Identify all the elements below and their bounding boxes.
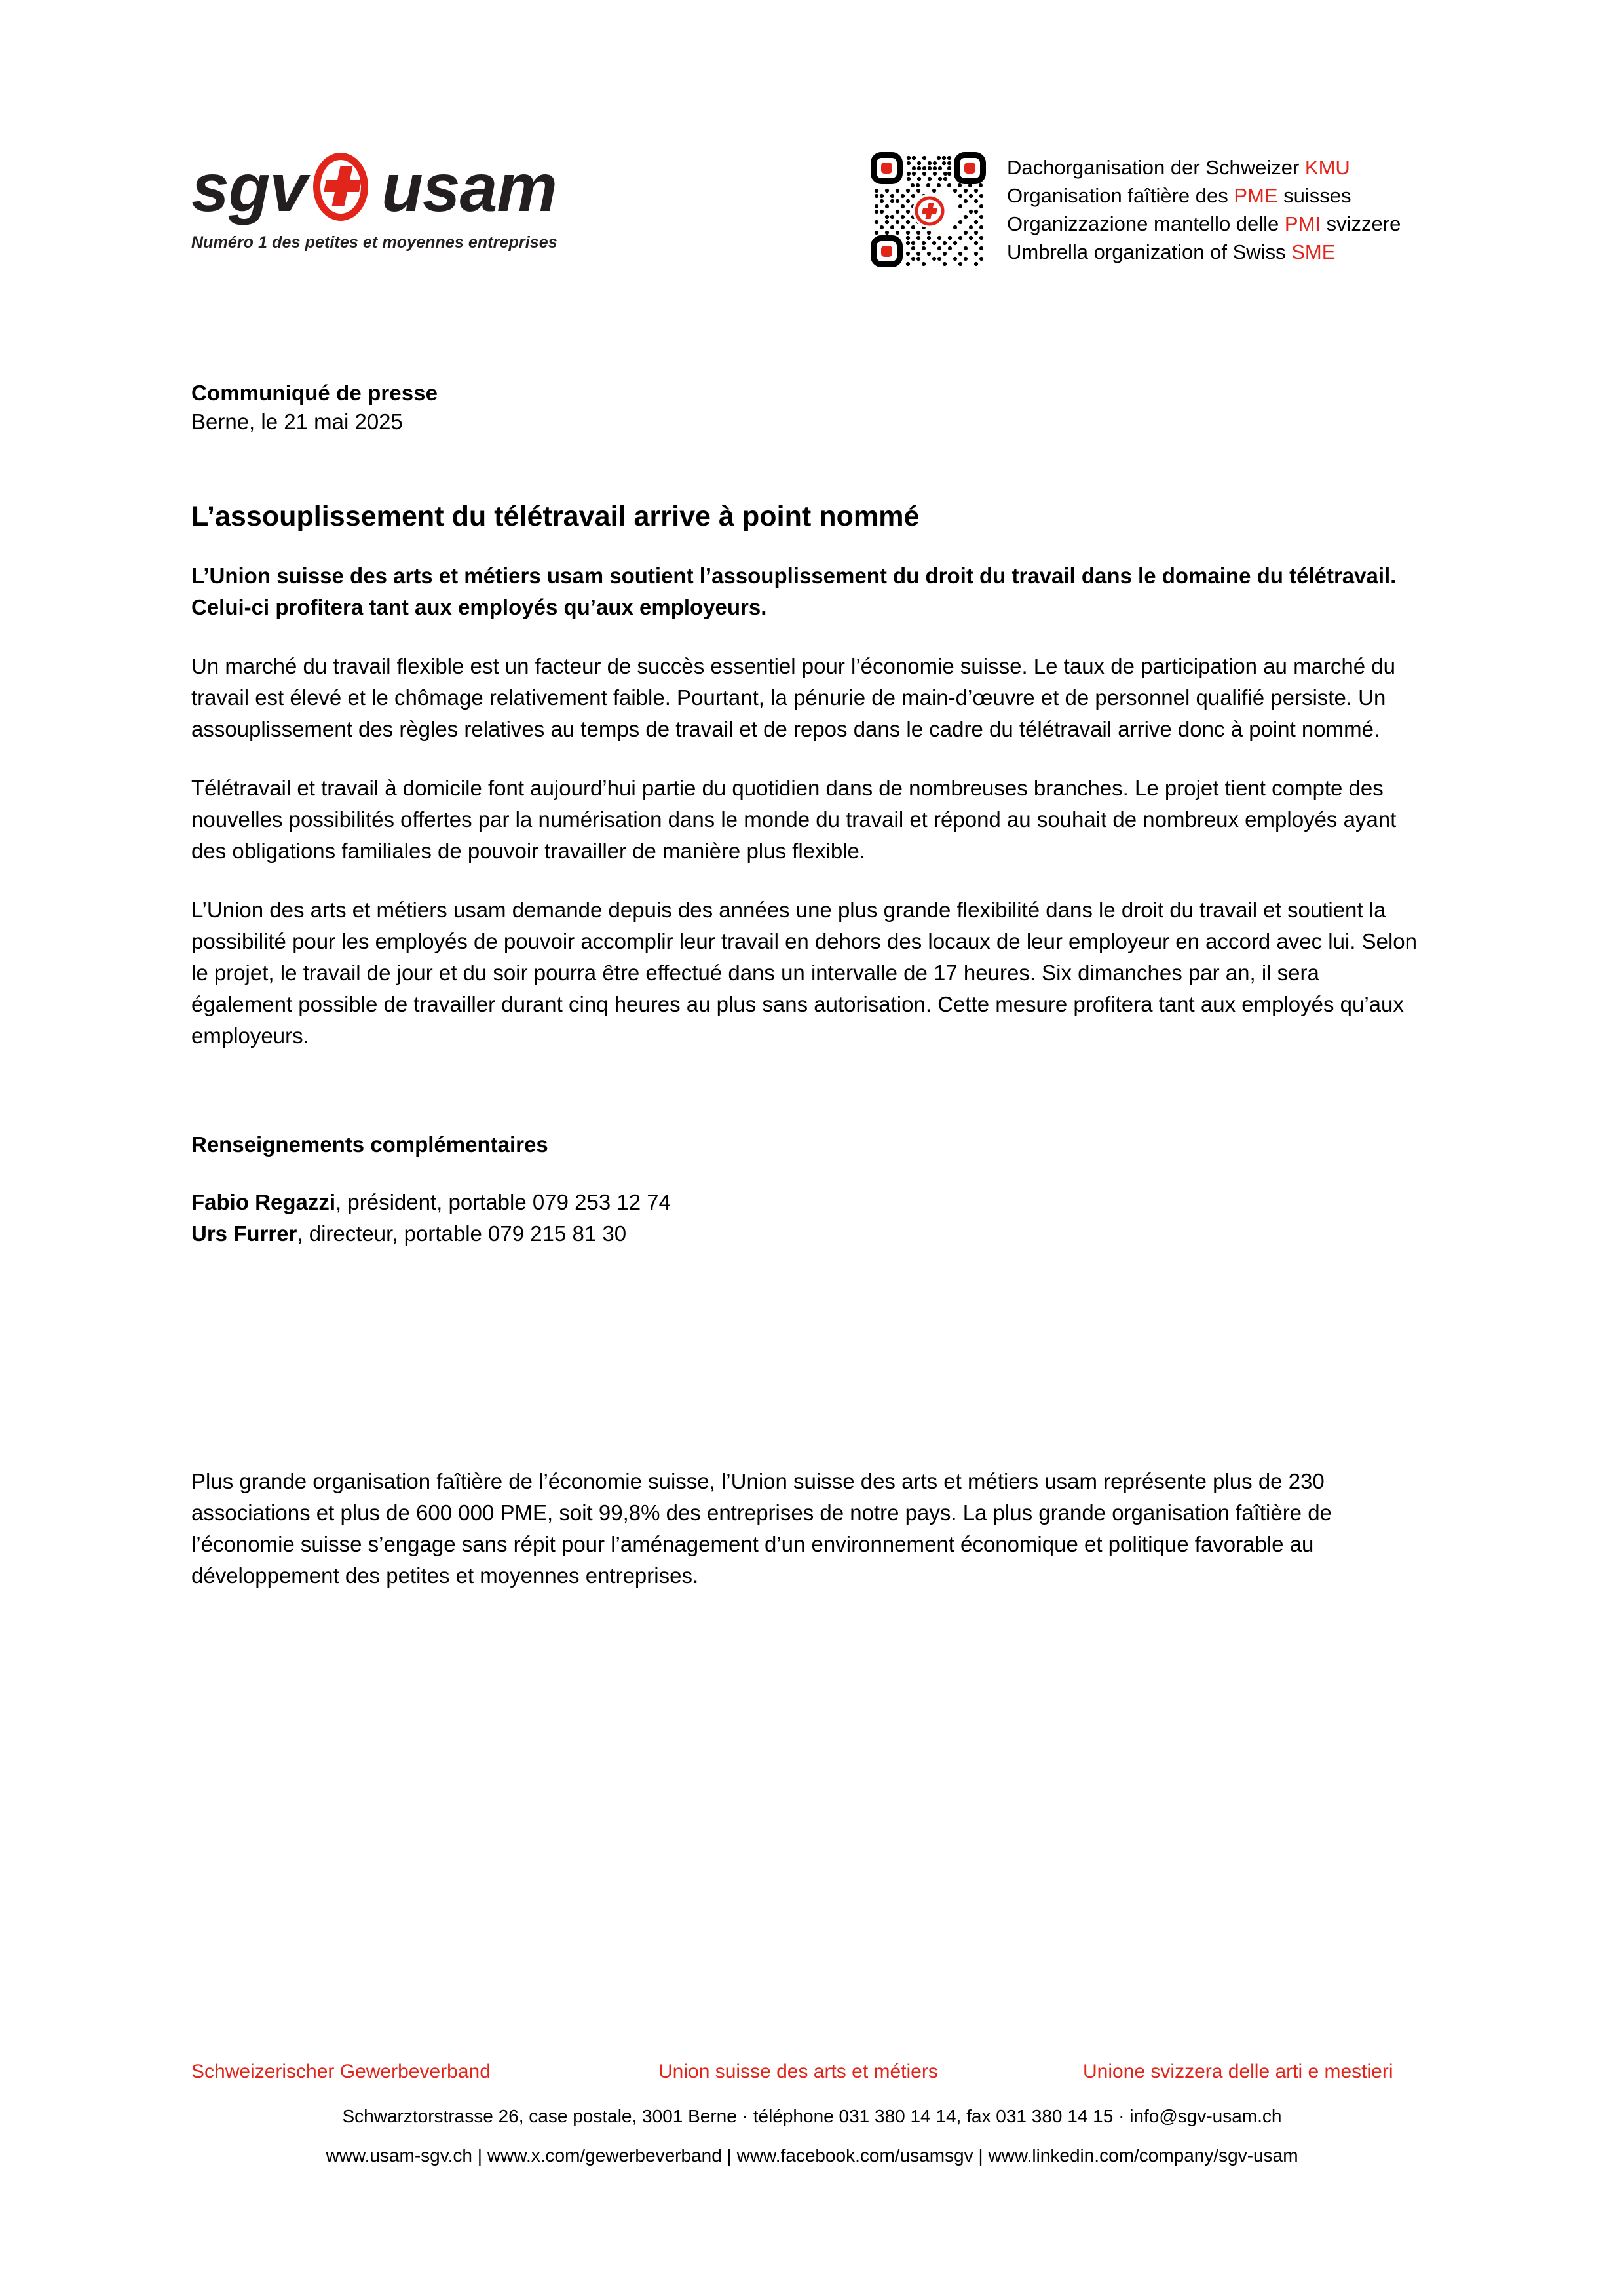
logo-text-sgv: sgv bbox=[191, 150, 307, 226]
body-paragraph-1: Un marché du travail flexible est un facteur de succès essentiel pour l’économie suisse. Le taux de participation au marché du travail est élevé et le chômage relativement faible. Pourtant, la pénurie de main-d’œuvre et de personnel qualifié persiste. Un assouplissement des règles relatives au temps de travail et de repos dans le cadre du télétravail arrive donc à point nommé. bbox=[191, 654, 1395, 741]
claim-line-it bbox=[1007, 210, 1401, 238]
document-footer bbox=[0, 2061, 1624, 2170]
claim-fr-accent: PME bbox=[1234, 184, 1278, 207]
claim-de-accent: KMU bbox=[1304, 156, 1350, 179]
claim-en-accent: SME bbox=[1291, 240, 1336, 263]
qr-and-claims bbox=[869, 151, 1401, 269]
claim-de-text: Dachorganisation der Schweizer bbox=[1007, 156, 1305, 179]
logo-text-usam: usam bbox=[381, 150, 557, 226]
claim-it-text: Organizzazione mantello delle bbox=[1007, 212, 1285, 235]
footer-organization-names bbox=[0, 2061, 1624, 2091]
claims-list bbox=[1007, 151, 1401, 266]
footer-links-line[interactable]: www.usam-sgv.ch | www.x.com/gewerbeverband | www.facebook.com/usamsgv | www.linkedin.com/company/sgv-usam bbox=[326, 2145, 1298, 2166]
claim-line-en bbox=[1007, 238, 1401, 266]
footer-org-de: Schweizerischer Gewerbeverband bbox=[191, 2061, 491, 2082]
claim-en-text: Umbrella organization of Swiss bbox=[1007, 240, 1292, 263]
logo-wordmark bbox=[191, 149, 611, 227]
swiss-cross-in-ring-icon bbox=[309, 151, 380, 225]
document-type-label: Communiqué de presse bbox=[191, 381, 438, 405]
contacts-list bbox=[191, 1187, 1439, 1250]
about-boilerplate: Plus grande organisation faîtière de l’économie suisse, l’Union suisse des arts et métiers usam représente plus de 230 associations et plus de 600 000 PME, soit 99,8% des entreprises de notre pays. La plus grande organisation faîtière de l’économie suisse s’engage sans répit pour l’aménagement d’un environnement économique et politique favorable au développement des petites et moyennes entreprises. bbox=[191, 1469, 1332, 1588]
claim-line-fr bbox=[1007, 182, 1401, 210]
contact-name: Urs Furrer bbox=[191, 1221, 297, 1246]
contact-details: , président, portable 079 253 12 74 bbox=[335, 1190, 671, 1214]
usam-logo bbox=[191, 149, 611, 252]
cross-horizontal-bar bbox=[324, 180, 362, 192]
body-paragraph-2: Télétravail et travail à domicile font aujourd’hui partie du quotidien dans de nombreuses branches. Le projet tient compte des nouvelles possibilités offertes par la numérisation dans le monde du travail et répond au souhait de nombreux employés ayant des obligations familiales de pouvoir travailler de manière plus flexible. bbox=[191, 776, 1397, 863]
claim-fr-text: Organisation faîtière des bbox=[1007, 184, 1234, 207]
claim-line-de bbox=[1007, 153, 1401, 182]
footer-address-line: Schwarztorstrasse 26, case postale, 3001 Berne · téléphone 031 380 14 14, fax 031 380 14 15 · info@sgv-usam.ch bbox=[342, 2106, 1282, 2126]
qr-code-icon bbox=[869, 151, 987, 269]
contacts-heading: Renseignements complémentaires bbox=[191, 1132, 548, 1157]
claim-fr-tail: suisses bbox=[1277, 184, 1351, 207]
document-header bbox=[0, 149, 1624, 307]
contact-name: Fabio Regazzi bbox=[191, 1190, 336, 1214]
footer-org-fr: Union suisse des arts et métiers bbox=[658, 2061, 938, 2082]
page-title: L’assouplissement du télétravail arrive à point nommé bbox=[191, 501, 920, 532]
contact-row bbox=[191, 1218, 1439, 1250]
body-paragraph-3: L’Union des arts et métiers usam demande depuis des années une plus grande flexibilité dans le droit du travail et soutient la possibilité pour les employés de pouvoir accomplir leur travail en dehors des locaux de leur employeur en accord avec lui. Selon le projet, le travail de jour et du soir pourra être effectué dans un intervalle de 17 heures. Six dimanches par an, il sera également possible de travailler durant cinq heures au plus sans autorisation. Cette mesure profitera tant aux employés qu’aux employeurs. bbox=[191, 898, 1417, 1048]
claim-it-accent: PMI bbox=[1284, 212, 1321, 235]
footer-org-it: Unione svizzera delle arti e mestieri bbox=[1083, 2061, 1393, 2082]
contact-details: , directeur, portable 079 215 81 30 bbox=[297, 1221, 627, 1246]
contact-row bbox=[191, 1187, 1439, 1218]
dateline: Berne, le 21 mai 2025 bbox=[191, 410, 403, 434]
lead-paragraph: L’Union suisse des arts et métiers usam soutient l’assouplissement du droit du travail dans le domaine du télétravail. Celui-ci profitera tant aux employés qu’aux employeurs. bbox=[191, 564, 1397, 619]
logo-tagline: Numéro 1 des petites et moyennes entreprises bbox=[191, 233, 557, 252]
document-body bbox=[191, 379, 1439, 1613]
claim-it-tail: svizzere bbox=[1321, 212, 1401, 235]
